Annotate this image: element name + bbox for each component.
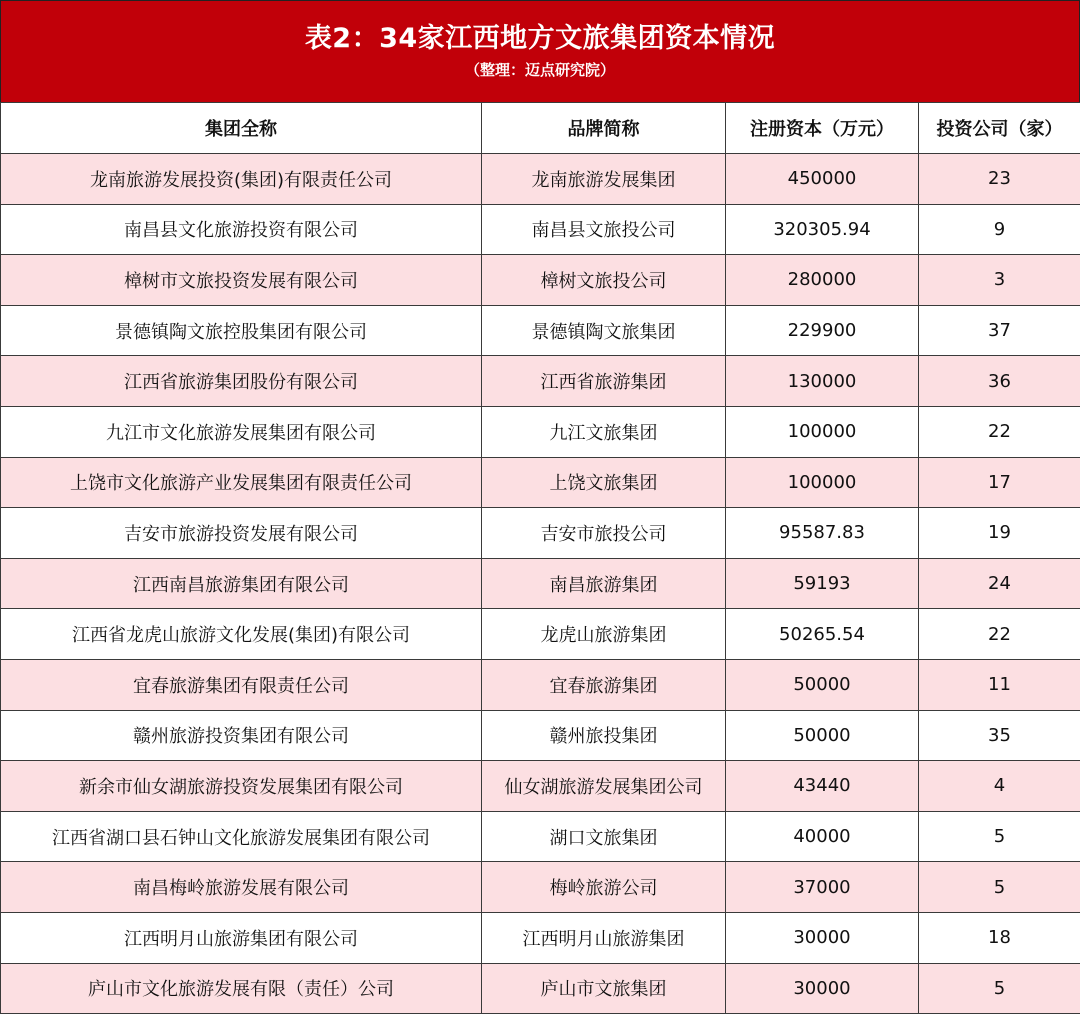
full-name-cell: 宜春旅游集团有限责任公司: [1, 659, 482, 710]
capital-cell: 30000: [726, 963, 919, 1014]
table-body: [1, 154, 1080, 1014]
capital-cell: 320305.94: [726, 204, 919, 255]
title-banner: [0, 0, 1080, 102]
capital-cell: 30000: [726, 912, 919, 963]
capital-cell: 50000: [726, 710, 919, 761]
table-row: [1, 963, 1080, 1014]
full-name-cell: 江西南昌旅游集团有限公司: [1, 558, 482, 609]
investments-cell: 17: [919, 457, 1080, 508]
table-title: 表2：34家江西地方文旅集团资本情况: [304, 23, 776, 54]
investments-cell: 5: [919, 811, 1080, 862]
capital-cell: 37000: [726, 862, 919, 913]
capital-cell: 95587.83: [726, 508, 919, 559]
header-row: [1, 103, 1080, 154]
table-subtitle: （整理：迈点研究院）: [464, 61, 615, 79]
capital-cell: 50000: [726, 659, 919, 710]
investments-cell: 37: [919, 305, 1080, 356]
brand-cell: 庐山市文旅集团: [482, 963, 726, 1014]
full-name-cell: 南昌梅岭旅游发展有限公司: [1, 862, 482, 913]
capital-cell: 450000: [726, 154, 919, 205]
brand-cell: 江西省旅游集团: [482, 356, 726, 407]
table-row: [1, 255, 1080, 306]
brand-cell: 梅岭旅游公司: [482, 862, 726, 913]
table-row: [1, 204, 1080, 255]
capital-cell: 43440: [726, 761, 919, 812]
full-name-cell: 江西省湖口县石钟山文化旅游发展集团有限公司: [1, 811, 482, 862]
investments-cell: 5: [919, 963, 1080, 1014]
capital-cell: 100000: [726, 406, 919, 457]
investments-cell: 23: [919, 154, 1080, 205]
full-name-cell: 吉安市旅游投资发展有限公司: [1, 508, 482, 559]
capital-cell: 59193: [726, 558, 919, 609]
table-row: [1, 305, 1080, 356]
brand-cell: 湖口文旅集团: [482, 811, 726, 862]
brand-cell: 南昌旅游集团: [482, 558, 726, 609]
table-row: [1, 154, 1080, 205]
brand-cell: 南昌县文旅投公司: [482, 204, 726, 255]
table-row: [1, 457, 1080, 508]
brand-cell: 上饶文旅集团: [482, 457, 726, 508]
brand-cell: 吉安市旅投公司: [482, 508, 726, 559]
investments-cell: 36: [919, 356, 1080, 407]
table-row: [1, 406, 1080, 457]
investments-cell: 22: [919, 406, 1080, 457]
full-name-cell: 江西明月山旅游集团有限公司: [1, 912, 482, 963]
brand-cell: 龙南旅游发展集团: [482, 154, 726, 205]
investments-cell: 4: [919, 761, 1080, 812]
full-name-cell: 景德镇陶文旅控股集团有限公司: [1, 305, 482, 356]
brand-cell: 仙女湖旅游发展集团公司: [482, 761, 726, 812]
full-name-cell: 赣州旅游投资集团有限公司: [1, 710, 482, 761]
investments-cell: 35: [919, 710, 1080, 761]
capital-cell: 100000: [726, 457, 919, 508]
investments-cell: 5: [919, 862, 1080, 913]
investments-cell: 3: [919, 255, 1080, 306]
capital-cell: 229900: [726, 305, 919, 356]
brand-cell: 宜春旅游集团: [482, 659, 726, 710]
full-name-cell: 庐山市文化旅游发展有限（责任）公司: [1, 963, 482, 1014]
table-row: [1, 609, 1080, 660]
full-name-cell: 新余市仙女湖旅游投资发展集团有限公司: [1, 761, 482, 812]
capital-cell: 130000: [726, 356, 919, 407]
brand-cell: 景德镇陶文旅集团: [482, 305, 726, 356]
table-row: [1, 356, 1080, 407]
column-header-full-name: 集团全称: [1, 103, 482, 154]
table-row: [1, 811, 1080, 862]
investments-cell: 11: [919, 659, 1080, 710]
brand-cell: 樟树文旅投公司: [482, 255, 726, 306]
table-row: [1, 761, 1080, 812]
investments-cell: 9: [919, 204, 1080, 255]
full-name-cell: 樟树市文旅投资发展有限公司: [1, 255, 482, 306]
full-name-cell: 龙南旅游发展投资(集团)有限责任公司: [1, 154, 482, 205]
table-row: [1, 912, 1080, 963]
table-row: [1, 558, 1080, 609]
full-name-cell: 江西省龙虎山旅游文化发展(集团)有限公司: [1, 609, 482, 660]
column-header-brand: 品牌简称: [482, 103, 726, 154]
table-row: [1, 659, 1080, 710]
column-header-investments: 投资公司（家）: [919, 103, 1080, 154]
column-header-capital: 注册资本（万元）: [726, 103, 919, 154]
capital-cell: 50265.54: [726, 609, 919, 660]
capital-table: [0, 102, 1080, 1014]
table-row: [1, 862, 1080, 913]
full-name-cell: 南昌县文化旅游投资有限公司: [1, 204, 482, 255]
brand-cell: 赣州旅投集团: [482, 710, 726, 761]
investments-cell: 18: [919, 912, 1080, 963]
investments-cell: 19: [919, 508, 1080, 559]
full-name-cell: 九江市文化旅游发展集团有限公司: [1, 406, 482, 457]
table-row: [1, 710, 1080, 761]
brand-cell: 江西明月山旅游集团: [482, 912, 726, 963]
full-name-cell: 上饶市文化旅游产业发展集团有限责任公司: [1, 457, 482, 508]
table-row: [1, 508, 1080, 559]
investments-cell: 22: [919, 609, 1080, 660]
brand-cell: 龙虎山旅游集团: [482, 609, 726, 660]
capital-cell: 40000: [726, 811, 919, 862]
investments-cell: 24: [919, 558, 1080, 609]
brand-cell: 九江文旅集团: [482, 406, 726, 457]
capital-cell: 280000: [726, 255, 919, 306]
full-name-cell: 江西省旅游集团股份有限公司: [1, 356, 482, 407]
